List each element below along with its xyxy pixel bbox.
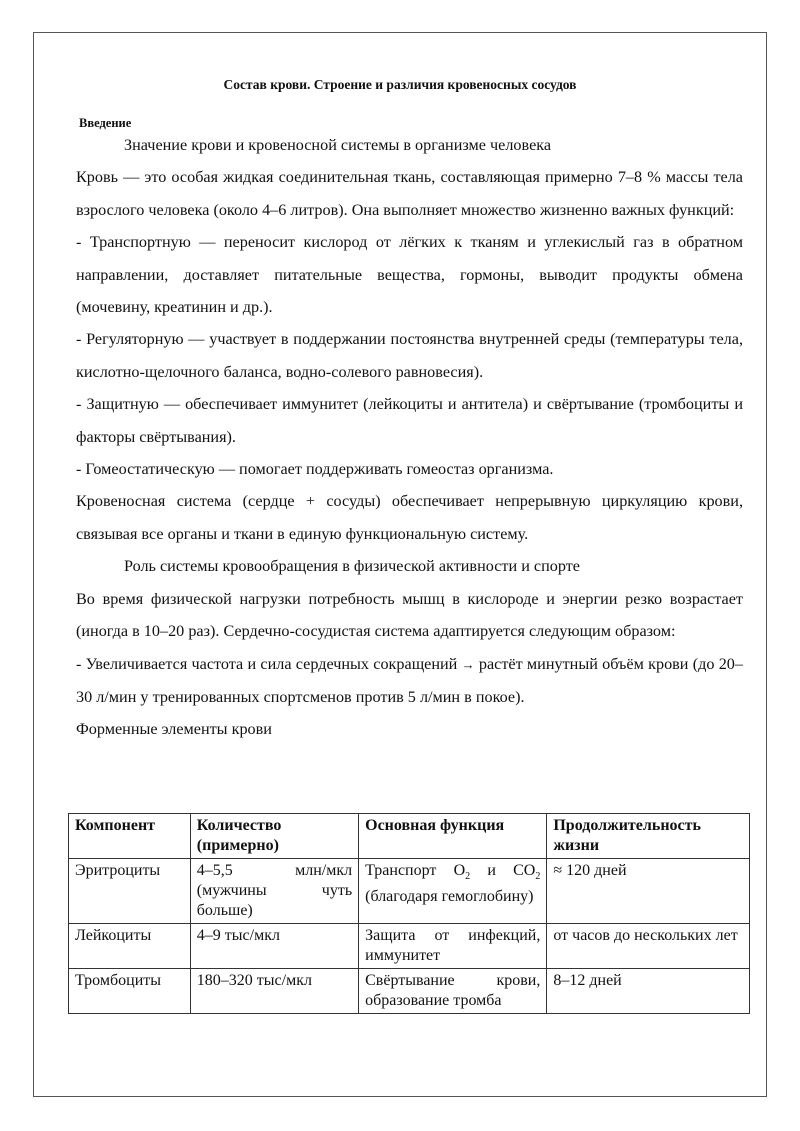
cell-amount: 4–5,5 млн/мкл (мужчины чуть больше) [190,859,358,924]
function-text: Транспорт O [365,862,466,879]
bullet-heart-rate-end: растёт минутный объём крови (до 20–30 л/мин у тренированных спортсменов против 5 л/мин в покое). [76,654,743,706]
bullet-regulatory: - Регуляторную — участвует в поддержании постоянства внутренней среды (температуры тела, кислотно-щелочного баланса, водно-солевого равновесия). [76,330,743,381]
section-heading-blood-significance: Значение крови и кровеносной системы в организме человека [124,136,552,154]
function-text: (благодаря гемоглобину) [365,888,534,906]
cell-function [359,859,547,924]
cell-amount: 180–320 тыс/мкл [190,969,358,1014]
blood-elements-table [68,813,750,1014]
header-component: Компонент [69,814,191,859]
header-function: Основная функция [359,814,547,859]
table-caption: Форменные элементы крови [76,720,272,739]
paragraph-blood-definition: Кровь — это особая жидкая соединительная ткань, составляющая примерно 7–8 % массы тела взрослого человека (около 4–6 литров). Она выполняет множество жизненно важных функций: [76,168,743,219]
bullet-transport: - Транспортную — переносит кислород от лёгких к тканям и углекислый газ в обратном направлении, доставляет питательные вещества, гормоны, выводит продукты обмена (мочевину, креатинин и др.). [76,233,743,317]
intro-heading: Введение [79,116,132,130]
header-amount: Количество (примерно) [190,814,358,859]
function-text: и CO [470,862,536,879]
paragraph-circulatory-system: Кровеносная система (сердце + сосуды) обеспечивает непрерывную циркуляцию крови, связывая все органы и ткани в единую функциональную систему. [76,492,743,543]
subscript: 2 [535,871,541,883]
cell-function: Свёртывание крови, образование тромба [359,969,547,1014]
table-row [69,969,750,1014]
bullet-homeostatic: - Гомеостатическую — помогает поддерживать гомеостаз организма. [76,460,554,479]
table-row [69,924,750,969]
paragraph-physical-load: Во время физической нагрузки потребность мышц в кислороде и энергии резко возрастает (иногда в 10–20 раз). Сердечно-сосудистая система адаптируется следующим образом: [76,589,743,641]
cell-component: Эритроциты [69,859,191,924]
bullet-protective: - Защитную — обеспечивает иммунитет (лейкоциты и антитела) и свёртывание (тромбоциты и факторы свёртывания). [76,395,743,446]
document-title: Состав крови. Строение и различия кровеносных сосудов [223,77,577,92]
cell-function: Защита от инфекций, иммунитет [359,924,547,969]
table-row [69,859,750,924]
bullet-heart-rate [76,648,743,714]
header-lifespan: Продолжительность жизни [547,814,750,859]
document-body [76,129,743,746]
cell-component: Лейкоциты [69,924,191,969]
cell-lifespan: ≈ 120 дней [547,859,750,924]
arrow-right-icon: → [461,656,475,672]
bullet-heart-rate-start: - Увеличивается частота и сила сердечных сокращений [76,654,458,673]
section-heading-sport-role: Роль системы кровообращения в физической активности и спорте [124,557,580,576]
cell-lifespan: от часов до нескольких лет [547,924,750,969]
cell-amount: 4–9 тыс/мкл [190,924,358,969]
subscript: 2 [465,871,471,883]
cell-component: Тромбоциты [69,969,191,1014]
cell-lifespan: 8–12 дней [547,969,750,1014]
table-header-row [69,814,750,859]
